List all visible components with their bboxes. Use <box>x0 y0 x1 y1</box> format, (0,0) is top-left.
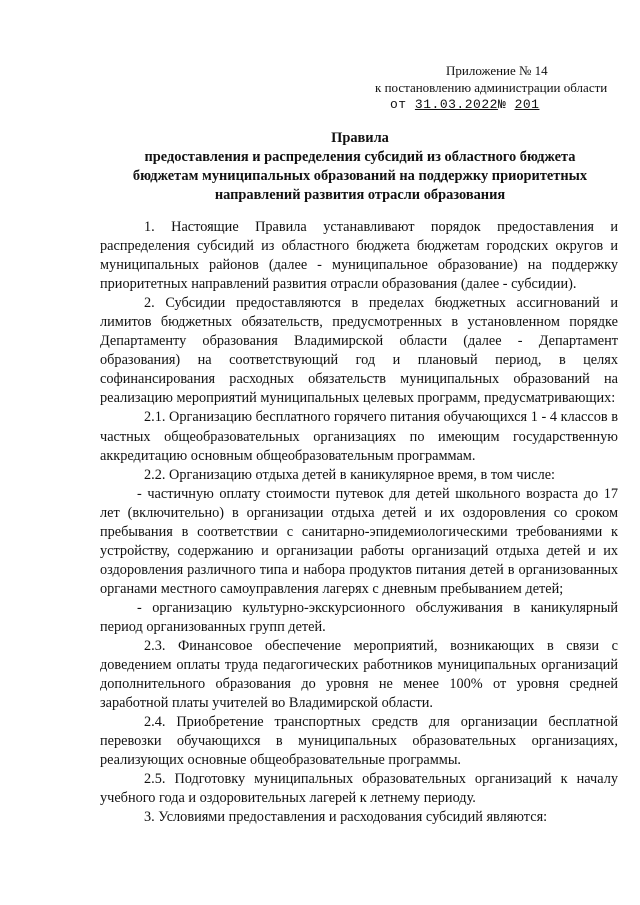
heading-title: Правила <box>331 130 389 146</box>
appendix-decree-ref: к постановлению администрации области <box>375 80 608 95</box>
heading-line-1: предоставления и распределения субсидий из областного бюджета <box>144 149 576 165</box>
appendix-date-line <box>330 96 610 113</box>
document-heading <box>100 129 620 205</box>
paragraph-1: 1. Настоящие Правила устанавливают порядок предоставления и распределения субсидий из областного бюджета бюджетам городских округов и муниципальных районов (далее - муниципальное образование) на поддержку приоритетных направлений развития отрасли образования (далее - субсидии). <box>100 219 618 293</box>
paragraph-2-2-item-2: - организацию культурно-экскурсионного обслуживания в каникулярный период организованных групп детей. <box>100 599 618 635</box>
appendix-block <box>330 62 610 113</box>
paragraph-2-1: 2.1. Организацию бесплатного горячего питания обучающихся 1 - 4 классов в частных общеобразовательных организациях по имеющим государственную аккредитацию основным общеобразовательным программам. <box>100 409 618 464</box>
paragraph-2-3: 2.3. Финансовое обеспечение мероприятий, возникающих в связи с доведением оплаты труда педагогических работников муниципальных организаций дополнительного образования до уровня не менее 100% от уровня средней заработной платы учителей во Владимирской области. <box>100 638 618 712</box>
heading-line-2: бюджетам муниципальных образований на поддержку приоритетных <box>132 168 588 184</box>
paragraph-2-2: 2.2. Организацию отдыха детей в каникулярное время, в том числе: <box>144 466 556 483</box>
paragraph-2-5: 2.5. Подготовку муниципальных образовательных организаций к началу учебного года и оздоровительных лагерей к летнему периоду. <box>100 771 618 807</box>
paragraph-2-2-item-1: - частичную оплату стоимости путевок для детей школьного возраста до 17 лет (включительно) в организации отдыха детей и их оздоровления со сроком пребывания в соответствии с санитарно-эпидемиологическими требованиями к устройству, содержанию и организации работы организаций отдыха детей и их оздоровления различного типа и набора продуктов питания детей в организованных органами местного самоуправления лагерях с дневным пребыванием детей; <box>100 485 618 597</box>
paragraph-2-4: 2.4. Приобретение транспортных средств для организации бесплатной перевозки обучающихся в муниципальных образовательных организациях, реализующих основные общеобразовательные программы. <box>100 714 618 769</box>
number-sign: № <box>497 97 507 112</box>
heading-line-3: направлений развития отрасли образования <box>214 187 506 203</box>
date-prefix: от <box>390 97 407 112</box>
decree-date: 31.03.2022 <box>414 97 498 112</box>
paragraph-3: 3. Условиями предоставления и расходования субсидий являются: <box>144 809 548 826</box>
paragraph-2: 2. Субсидии предоставляются в пределах бюджетных ассигнований и лимитов бюджетных обязательств, предусмотренных в установленном порядке Департаменту образования Владимирской области (далее - Департамент образования) на соответствующий год и плановый период, в целях софинансирования расходных обязательств муниципальных образований на реализацию мероприятий муниципальных целевых программ, предусматривающих: <box>100 295 618 407</box>
decree-number: 201 <box>514 97 540 112</box>
appendix-title: Приложение № 14 <box>446 63 548 78</box>
document-body <box>100 218 618 828</box>
